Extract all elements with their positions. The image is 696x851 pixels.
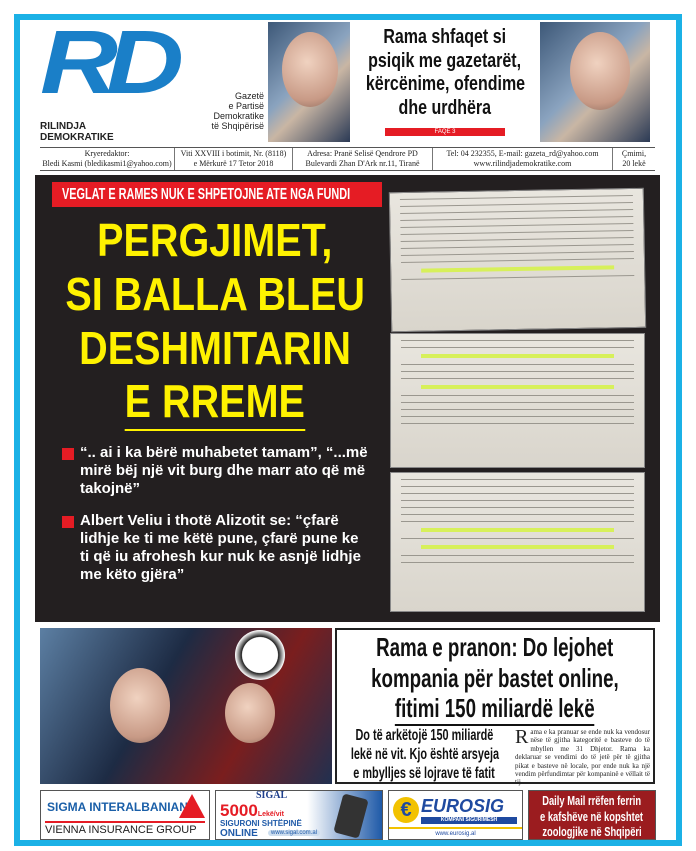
headline-line: SI BALLA BLEU — [65, 267, 365, 320]
sigma-name: SIGMA INTERALBANIAN — [47, 800, 188, 814]
sigma-group: VIENNA INSURANCE GROUP — [45, 824, 197, 836]
lower-headline-line: kompania për bastet online, — [371, 662, 619, 693]
teaser[interactable] — [350, 22, 540, 142]
sigal-unit: Lekë/vit — [257, 811, 284, 818]
price-label: Çmimi, — [621, 149, 647, 158]
bullet-text: Albert Veliu i thotë Alizotit se: “çfarë lidhje ke ti me këtë pune, çfarë pune ke ti që iu afrohesh kur nuk ke asnjë lidhje me këto gjëra” — [80, 512, 361, 583]
transcript-image — [390, 333, 645, 468]
teaser-line: Rama shfaqet si — [383, 26, 507, 48]
lower-body: Rama e ka pranuar se ende nuk ka vendosur nëse të gjitha kategoritë e basteve do të mbyllen me 31 Dhjetor. Rama ka deklaruar se vendimi do të jetë për të gjitha pikat e basteve në locale, por ende nuk ka një vendim përfundimtar për kompaninë e vëllait të tij... — [515, 726, 650, 787]
teaser-line: kërcënime, ofendime — [365, 73, 525, 96]
ad-sigma[interactable] — [40, 790, 210, 840]
logo-name-2: DEMOKRATIKE — [40, 132, 114, 143]
address: Adresa: Pranë Selisë Qendrore PD — [307, 149, 418, 158]
main-headline[interactable] — [50, 214, 380, 431]
lower-story[interactable] — [335, 628, 655, 787]
sigal-url: www.sigal.com.al — [268, 830, 320, 836]
kicker-text: VEGLAT E RAMES NUK E SHPETOJNE ATE NGA FUNDI — [62, 186, 351, 203]
dailymail-teaser[interactable] — [528, 790, 656, 840]
bullet-text: “.. ai i ka bërë muhabetet tamam”, “...më mirë bëj një vit burg dhe marr ato që më takojnë” — [80, 444, 368, 497]
phone-icon — [333, 793, 368, 838]
bullet-icon — [62, 448, 74, 460]
kicker — [52, 182, 382, 207]
sub-line: Gazetë — [234, 91, 264, 101]
transcript-image — [390, 472, 645, 612]
headline-line: DESHMITARIN — [79, 321, 351, 374]
sigal-brand: SIGAL — [256, 790, 288, 801]
contact: Tel: 04 232355, E-mail: gazeta_rd@yahoo.com — [446, 149, 599, 158]
website: www.rilindjademokratike.com — [473, 158, 572, 168]
rama-betting-photo — [40, 628, 332, 784]
eurosig-tag: KOMPANI SIGURIMESH — [421, 817, 517, 824]
euro-icon: € — [393, 797, 419, 823]
transcript-image — [389, 188, 646, 332]
football-icon — [235, 630, 285, 680]
dailymail-line: zoologjike në Shqipëri — [542, 824, 642, 840]
sigma-triangle-icon — [179, 794, 205, 818]
sigal-line: ONLINE — [220, 828, 258, 839]
headline-line: PERGJIMET, — [97, 214, 333, 266]
eurosig-brand: EUROSIG — [421, 796, 505, 816]
ad-sigal[interactable] — [215, 790, 383, 840]
logo-name — [40, 121, 114, 143]
lower-headline-line: Rama e pranon: Do lejohet — [376, 632, 614, 662]
price: 20 lekë — [622, 158, 646, 168]
rama-photo-left — [268, 22, 350, 142]
sigal-line: SIGURONI SHTËPINË — [220, 819, 302, 828]
logo-name-1: RILINDJA — [40, 121, 87, 132]
bullet-quote — [80, 512, 370, 584]
lower-subhead-line: Do të arkëtojë 150 miliardë — [355, 727, 494, 744]
teaser-line: psiqik me gazetarët, — [368, 49, 522, 72]
logo: RD — [40, 13, 172, 113]
sub-line: e Partisë — [228, 100, 264, 111]
lower-subhead-line: e mbylljes së lojrave të fatit — [353, 765, 496, 783]
rama-photo-right — [540, 22, 650, 142]
editor: Bledi Kasmi (bledikasmi1@yahoo.com) — [42, 158, 172, 168]
info-bar — [40, 147, 655, 171]
issue: Viti XXVIII i botimit, Nr. (8118) — [180, 149, 287, 158]
logo-subtitle — [200, 92, 264, 132]
sigal-price: 5000 — [220, 801, 258, 820]
sub-line: Demokratike — [213, 110, 264, 121]
teaser-line: dhe urdhëra — [398, 96, 492, 119]
bullet-icon — [62, 516, 74, 528]
bullet-quote — [80, 444, 370, 498]
address: Bulevardi Zhan D'Ark nr.11, Tiranë — [305, 158, 420, 168]
eurosig-url: www.eurosig.al — [435, 831, 476, 837]
lower-subhead-line: lekë në vit. Kjo është arsyeja — [350, 746, 499, 764]
dailymail-line: Daily Mail rrëfen ferrin — [542, 793, 642, 808]
page-ref: FAQE 3 — [385, 128, 505, 136]
lower-headline-line: fitimi 150 miliardë lekë — [395, 693, 595, 726]
ad-eurosig[interactable] — [388, 790, 523, 840]
headline-line: E RREME — [125, 375, 305, 431]
date: e Mërkurë 17 Tetor 2018 — [193, 158, 274, 168]
editor-label: Kryeredaktor: — [84, 149, 130, 158]
dailymail-line: e kafshëve në kopshtet — [540, 808, 644, 824]
sub-line: të Shqipërisë — [211, 120, 264, 131]
